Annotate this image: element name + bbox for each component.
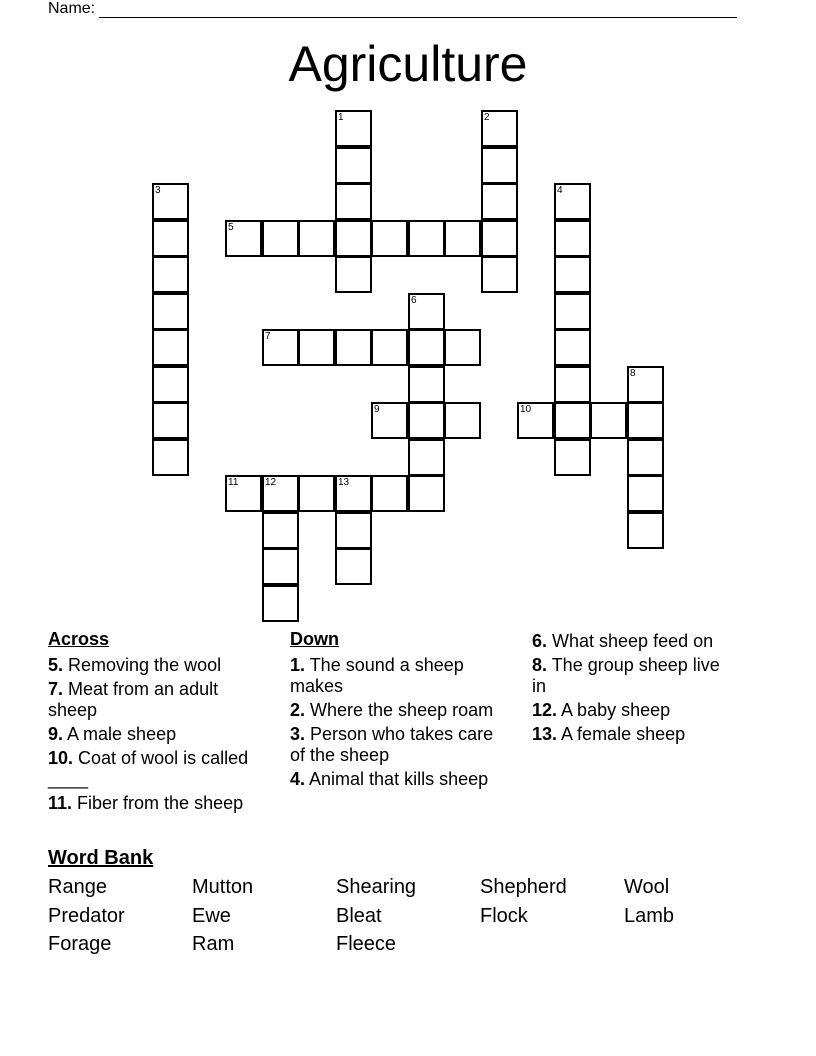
clue-item (48, 724, 253, 745)
clue-text: A male sheep (63, 724, 177, 744)
grid-cell[interactable] (444, 402, 481, 439)
clue-number: 7. (48, 679, 64, 699)
grid-cell[interactable] (444, 220, 481, 257)
clue-item (290, 700, 495, 721)
grid-cell[interactable] (335, 329, 372, 366)
clue-number: 1. (290, 655, 306, 675)
clue-number: 13. (532, 724, 558, 744)
grid-cell[interactable] (408, 329, 445, 366)
word-bank-item: Lamb (624, 904, 675, 927)
grid-cell[interactable] (627, 475, 664, 512)
word-bank-item: Flock (480, 904, 528, 927)
grid-cell[interactable] (262, 585, 299, 622)
word-bank-item: Forage (48, 933, 112, 955)
clue-number: 7 (265, 331, 271, 342)
clue-number: 9 (374, 404, 380, 415)
grid-cell[interactable] (152, 402, 189, 439)
grid-cell[interactable] (152, 220, 189, 257)
clue-item (48, 655, 253, 676)
clue-item (290, 769, 495, 790)
grid-cell[interactable] (152, 366, 189, 403)
grid-cell[interactable] (152, 256, 189, 293)
grid-cell[interactable] (627, 439, 664, 476)
clue-text: Removing the wool (63, 655, 222, 675)
clue-number: 8 (630, 368, 636, 379)
clue-number: 8. (532, 655, 548, 675)
clue-text: Where the sheep roam (305, 700, 494, 720)
clue-number: 3 (155, 185, 161, 196)
grid-cell[interactable] (408, 220, 445, 257)
clue-text: The group sheep live in (532, 655, 720, 696)
grid-cell[interactable] (298, 329, 335, 366)
grid-cell[interactable] (554, 366, 591, 403)
name-label: Name: (48, 0, 96, 17)
clue-number: 2 (484, 112, 490, 123)
word-bank-item: Ewe (192, 904, 231, 927)
clue-item (48, 793, 253, 814)
word-bank-item: Shearing (336, 876, 417, 898)
clue-number: 13 (338, 477, 350, 488)
word-bank-item: Mutton (192, 876, 254, 898)
clue-text: What sheep feed on (547, 631, 714, 651)
clue-number: 9. (48, 724, 64, 744)
clue-number: 3. (290, 724, 306, 744)
grid-cell[interactable] (408, 439, 445, 476)
grid-cell[interactable] (627, 402, 664, 439)
clue-text: A baby sheep (557, 700, 671, 720)
clue-text: Animal that kills sheep (305, 769, 489, 789)
grid-cell[interactable] (335, 183, 372, 220)
clue-number: 5. (48, 655, 64, 675)
grid-cell[interactable] (262, 220, 299, 257)
clue-text: A female sheep (557, 724, 686, 744)
grid-cell[interactable] (554, 256, 591, 293)
clue-text: Meat from an adult sheep (48, 679, 219, 720)
clue-item (290, 724, 495, 766)
grid-cell[interactable] (444, 329, 481, 366)
word-bank-item: Bleat (336, 904, 382, 927)
clue-number: 1 (338, 112, 344, 123)
clue-item (290, 655, 495, 697)
clue-item (48, 748, 253, 790)
clue-item (48, 679, 253, 721)
grid-cell[interactable] (408, 475, 445, 512)
grid-cell[interactable] (262, 548, 299, 585)
page-title: Agriculture (288, 36, 528, 92)
clue-number: 2. (290, 700, 306, 720)
down-heading: Down (290, 629, 339, 649)
clue-item (532, 724, 737, 745)
clue-number: 6. (532, 631, 548, 651)
across-heading: Across (48, 629, 110, 649)
clue-item (532, 631, 737, 652)
word-bank-item: Wool (624, 876, 670, 898)
grid-cell[interactable] (554, 329, 591, 366)
clue-number: 4 (557, 185, 563, 196)
grid-cell[interactable] (371, 329, 408, 366)
grid-cell[interactable] (590, 402, 627, 439)
grid-cell[interactable] (481, 183, 518, 220)
clue-number: 11 (228, 477, 239, 488)
word-bank-item: Fleece (336, 933, 397, 955)
grid-cell[interactable] (554, 293, 591, 330)
clue-text: Coat of wool is called ____ (48, 748, 249, 789)
clue-number: 4. (290, 769, 306, 789)
grid-cell[interactable] (627, 512, 664, 549)
down-clues-continued (532, 631, 737, 748)
clue-text: Person who takes care of the sheep (290, 724, 494, 765)
grid-cell[interactable] (335, 256, 372, 293)
clue-number: 10 (520, 404, 532, 415)
down-clues (290, 629, 495, 793)
clue-number: 10. (48, 748, 74, 768)
grid-cell[interactable] (408, 366, 445, 403)
word-bank-item: Range (48, 876, 107, 898)
word-bank-item: Predator (48, 904, 125, 927)
clue-number: 5 (228, 222, 234, 233)
grid-cell[interactable] (335, 548, 372, 585)
grid-cell[interactable] (152, 293, 189, 330)
grid-cell[interactable] (554, 439, 591, 476)
grid-cell[interactable] (481, 220, 518, 257)
grid-cell[interactable] (298, 220, 335, 257)
word-bank-item: Shepherd (480, 876, 567, 898)
grid-cell[interactable] (371, 475, 408, 512)
grid-cell[interactable] (408, 402, 445, 439)
clue-number: 12. (532, 700, 558, 720)
grid-cell[interactable] (298, 475, 335, 512)
across-clues (48, 629, 253, 817)
word-bank-item: Ram (192, 933, 235, 955)
grid-cell[interactable] (335, 147, 372, 184)
grid-cell[interactable] (152, 439, 189, 476)
grid-cell[interactable] (335, 512, 372, 549)
grid-cell[interactable] (554, 220, 591, 257)
clue-text: The sound a sheep makes (290, 655, 464, 696)
grid-cell[interactable] (481, 256, 518, 293)
grid-cell[interactable] (262, 512, 299, 549)
word-bank-heading: Word Bank (48, 847, 154, 869)
clue-text: Fiber from the sheep (72, 793, 244, 813)
grid-cell[interactable] (335, 220, 372, 257)
clue-number: 12 (265, 477, 277, 488)
grid-cell[interactable] (554, 402, 591, 439)
clue-item (532, 655, 737, 697)
clue-number: 11. (48, 793, 73, 813)
clue-item (532, 700, 737, 721)
grid-cell[interactable] (152, 329, 189, 366)
grid-cell[interactable] (481, 147, 518, 184)
clue-number: 6 (411, 295, 417, 306)
grid-cell[interactable] (371, 220, 408, 257)
